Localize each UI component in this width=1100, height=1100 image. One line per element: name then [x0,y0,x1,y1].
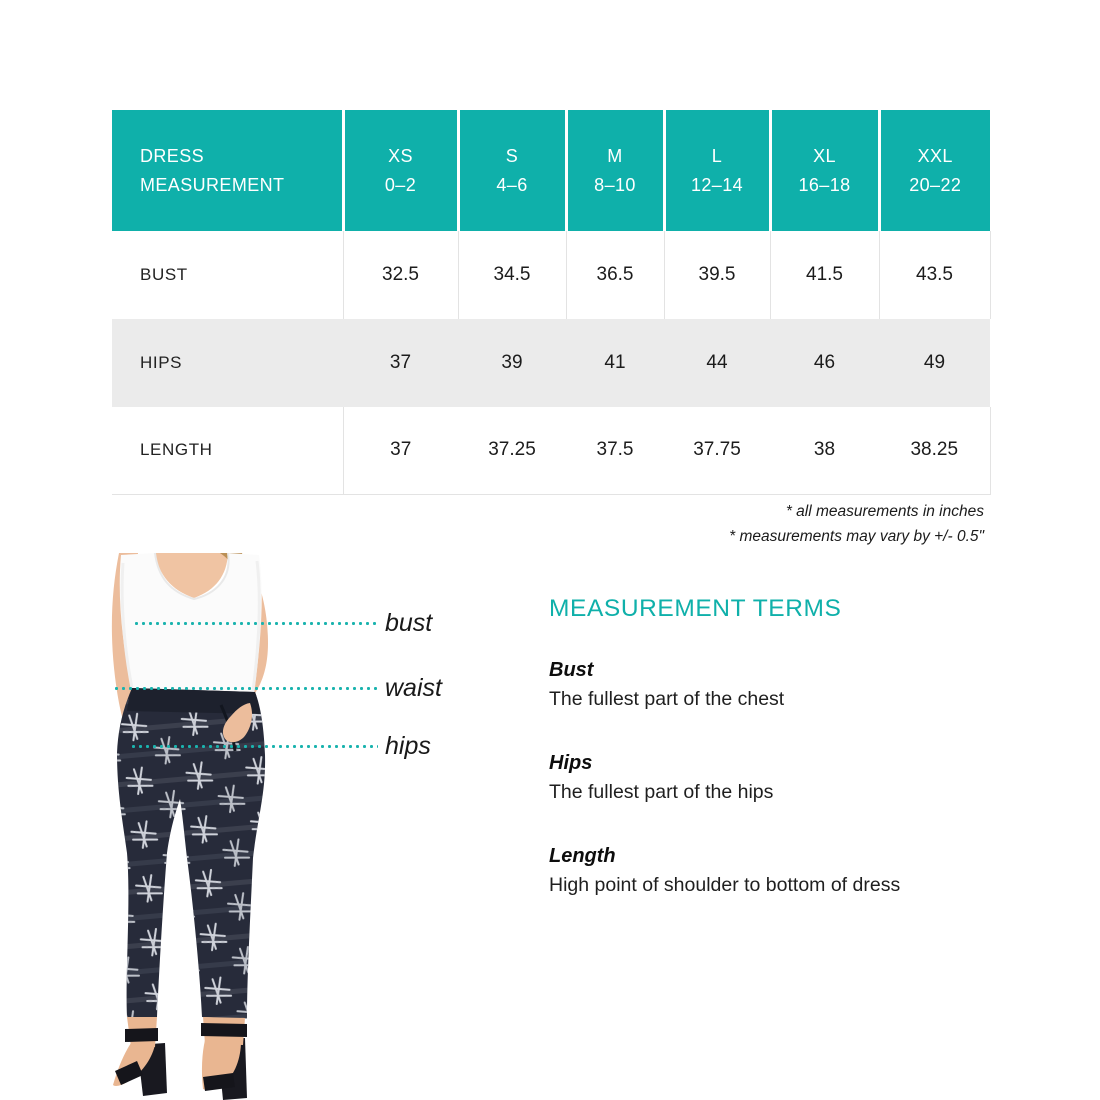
corner-header-label: DRESS MEASUREMENT [140,145,285,195]
bust-xxl: 43.5 [879,231,990,319]
measurement-terms-section [549,594,979,937]
row-label-bust: BUST [112,231,343,319]
length-l: 37.75 [664,407,770,494]
term-definition: The fullest part of the chest [549,688,785,710]
length-xl: 38 [770,407,879,494]
hips-measure-line [132,745,378,748]
size-name: XL [813,145,836,166]
corner-header-cell [112,110,343,231]
hips-m: 41 [566,319,664,407]
bust-xs: 32.5 [343,231,458,319]
size-name: S [505,145,519,166]
length-s: 37.25 [458,407,566,494]
term-item-hips [549,751,979,806]
size-name: L [711,145,723,166]
term-name: Length [549,845,616,867]
hips-s: 39 [458,319,566,407]
bust-xl: 41.5 [770,231,879,319]
size-range: 16–18 [798,174,851,195]
hips-line-label: hips [385,732,431,760]
size-range: 0–2 [384,174,417,195]
size-range: 20–22 [909,174,962,195]
table-row-length [112,407,990,494]
footnote-variance: * measurements may vary by +/- 0.5" [729,528,984,545]
size-chart-table [112,110,991,495]
terms-title: MEASUREMENT TERMS [549,595,842,622]
size-name: XS [388,145,413,166]
hips-xl: 46 [770,319,879,407]
size-header-l [664,110,770,231]
term-definition: The fullest part of the hips [549,781,774,803]
bust-line-label: bust [385,609,433,637]
hips-xs: 37 [343,319,458,407]
size-name: M [607,145,623,166]
length-m: 37.5 [566,407,664,494]
term-item-bust [549,658,979,713]
model-photo [105,553,395,1100]
term-name: Hips [549,752,593,774]
size-range: 12–14 [690,174,744,195]
footnotes [729,499,984,549]
length-xs: 37 [343,407,458,494]
size-range: 4–6 [496,174,528,195]
hips-xxl: 49 [879,319,990,407]
size-header-xs [343,110,458,231]
row-label-length: LENGTH [112,407,343,494]
size-header-xxl [879,110,990,231]
bust-s: 34.5 [458,231,566,319]
size-header-xl [770,110,879,231]
size-chart-header-row [112,110,990,231]
table-row-bust [112,231,990,319]
row-label-hips: HIPS [112,319,343,407]
waist-measure-line [115,687,378,690]
size-range: 8–10 [594,174,636,195]
term-item-length [549,844,979,899]
size-header-s [458,110,566,231]
footnote-units: * all measurements in inches [785,503,984,520]
length-xxl: 38.25 [879,407,990,494]
left-ankle-strap [125,1028,158,1042]
right-ankle-strap [201,1023,247,1037]
term-name: Bust [549,659,594,681]
waist-line-label: waist [385,674,442,702]
bust-m: 36.5 [566,231,664,319]
bust-l: 39.5 [664,231,770,319]
size-name: XXL [917,145,953,166]
table-row-hips [112,319,990,407]
size-header-m [566,110,664,231]
bust-measure-line [135,622,378,625]
term-definition: High point of shoulder to bottom of dress [549,874,901,896]
hips-l: 44 [664,319,770,407]
